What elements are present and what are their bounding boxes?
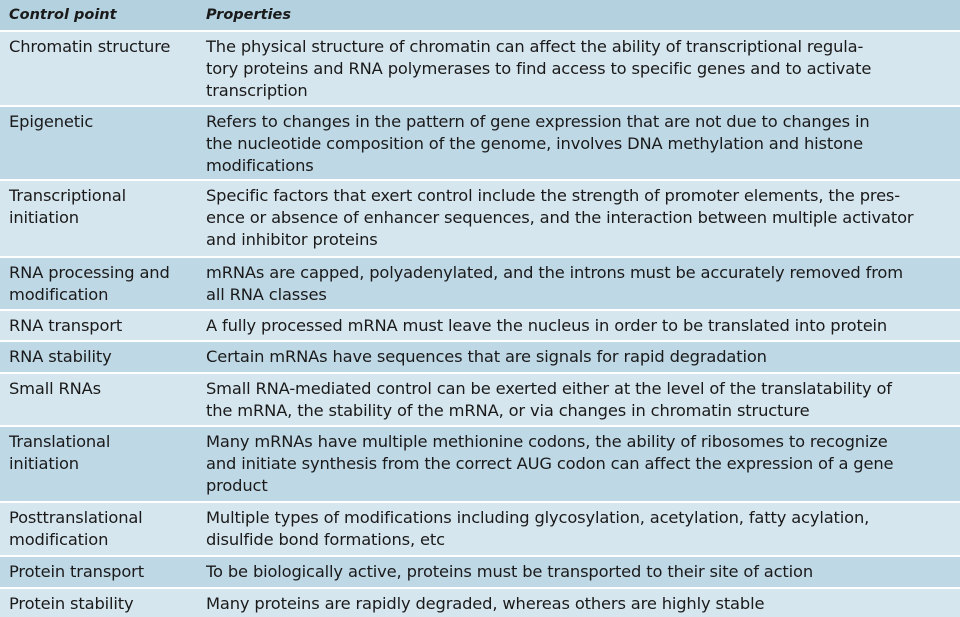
table-row	[0, 587, 960, 617]
properties-cell	[206, 593, 952, 615]
properties-line: To be biologically active, proteins must be transported to their site of action	[206, 562, 814, 581]
control-point-line: Posttranslational	[9, 508, 143, 527]
properties-line: all RNA classes	[206, 285, 327, 304]
control-point-cell	[9, 185, 199, 229]
table-row	[0, 30, 960, 105]
properties-line: and inhibitor proteins	[206, 230, 378, 249]
control-point-cell	[9, 262, 199, 306]
table-row	[0, 309, 960, 340]
control-point-line: RNA processing and	[9, 263, 170, 282]
control-point-cell	[9, 431, 199, 475]
properties-line: modifications	[206, 156, 314, 175]
control-point-line: Chromatin structure	[9, 37, 171, 56]
control-point-line: initiation	[9, 454, 79, 473]
properties-cell	[206, 36, 952, 102]
control-point-cell	[9, 561, 199, 583]
properties-line: The physical structure of chromatin can affect the ability of transcriptional regula-	[206, 37, 864, 56]
control-point-line: RNA transport	[9, 316, 123, 335]
table-row	[0, 256, 960, 309]
control-point-line: Protein transport	[9, 562, 144, 581]
properties-cell	[206, 111, 952, 177]
properties-cell	[206, 378, 952, 422]
properties-line: product	[206, 476, 268, 495]
properties-line: Many proteins are rapidly degraded, whereas others are highly stable	[206, 594, 765, 613]
table-row	[0, 555, 960, 587]
properties-line: ence or absence of enhancer sequences, and the interaction between multiple activator	[206, 208, 914, 227]
properties-cell	[206, 431, 952, 497]
control-point-line: Translational	[9, 432, 111, 451]
control-point-line: Epigenetic	[9, 112, 94, 131]
control-point-cell	[9, 346, 199, 368]
control-point-cell	[9, 111, 199, 133]
control-point-line: Transcriptional	[9, 186, 126, 205]
table-row	[0, 179, 960, 256]
control-point-cell	[9, 315, 199, 337]
control-point-line: Small RNAs	[9, 379, 102, 398]
properties-cell	[206, 507, 952, 551]
control-point-cell	[9, 593, 199, 615]
control-point-cell	[9, 507, 199, 551]
properties-line: Small RNA-mediated control can be exerted either at the level of the translatability of	[206, 379, 892, 398]
properties-cell	[206, 315, 952, 337]
control-point-line: RNA stability	[9, 347, 112, 366]
control-point-cell	[9, 36, 199, 58]
properties-line: Multiple types of modifications including glycosylation, acetylation, fatty acylation,	[206, 508, 870, 527]
properties-cell	[206, 185, 952, 251]
table-row	[0, 105, 960, 179]
properties-line: A fully processed mRNA must leave the nucleus in order to be translated into protein	[206, 316, 888, 335]
properties-line: transcription	[206, 81, 308, 100]
properties-line: the mRNA, the stability of the mRNA, or via changes in chromatin structure	[206, 401, 810, 420]
properties-cell	[206, 262, 952, 306]
properties-line: mRNAs are capped, polyadenylated, and the introns must be accurately removed from	[206, 263, 903, 282]
header-control-point: Control point	[9, 7, 117, 23]
control-point-line: modification	[9, 530, 109, 549]
properties-line: and initiate synthesis from the correct AUG codon can affect the expression of a gene	[206, 454, 894, 473]
control-point-line: Protein stability	[9, 594, 134, 613]
properties-line: tory proteins and RNA polymerases to find access to specific genes and to activate	[206, 59, 872, 78]
properties-cell	[206, 346, 952, 368]
properties-line: Certain mRNAs have sequences that are signals for rapid degradation	[206, 347, 767, 366]
properties-line: the nucleotide composition of the genome, involves DNA methylation and histone	[206, 134, 863, 153]
properties-line: Specific factors that exert control include the strength of promoter elements, the pres-	[206, 186, 900, 205]
table-row	[0, 425, 960, 501]
properties-cell	[206, 561, 952, 583]
properties-line: Many mRNAs have multiple methionine codons, the ability of ribosomes to recognize	[206, 432, 888, 451]
properties-line: disulfide bond formations, etc	[206, 530, 445, 549]
header-properties: Properties	[206, 7, 292, 23]
table-header	[0, 0, 960, 30]
table-row	[0, 372, 960, 425]
table-row	[0, 501, 960, 555]
properties-line: Refers to changes in the pattern of gene expression that are not due to changes in	[206, 112, 870, 131]
control-point-cell	[9, 378, 199, 400]
control-point-line: modification	[9, 285, 109, 304]
table-row	[0, 340, 960, 372]
control-point-line: initiation	[9, 208, 79, 227]
